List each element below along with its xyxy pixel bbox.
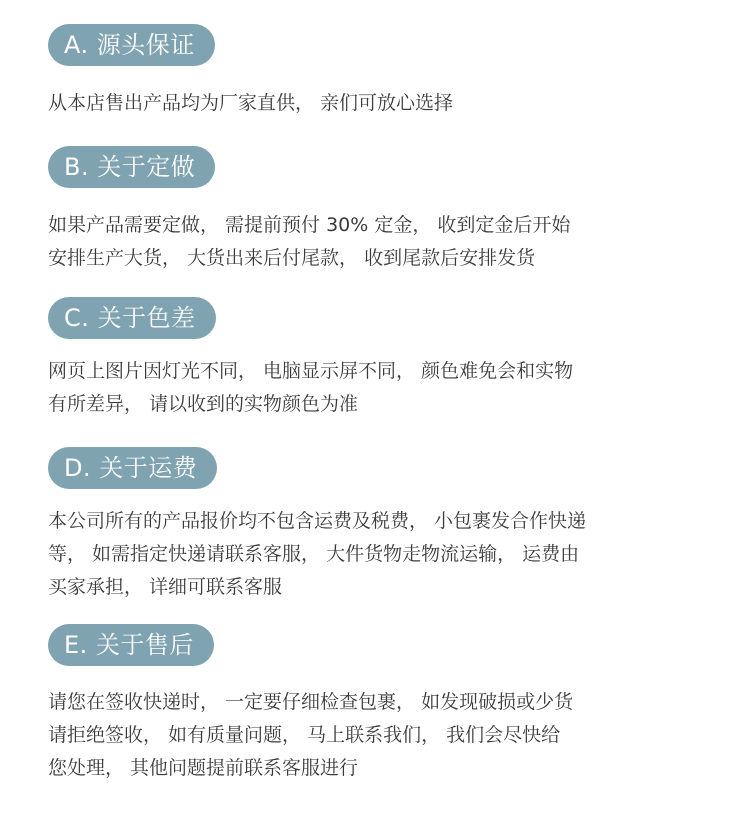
section-body-text: 本公司所有的产品报价均不包含运费及税费， 小包裹发合作快递 等， 如需指定快递请联系客服， 大件货物走物流运输， 运费由 买家承担， 详细可联系客服 — [48, 510, 587, 598]
section-title-badge: D. 关于运费 — [48, 447, 217, 489]
section-body-text: 网页上图片因灯光不同， 电脑显示屏不同， 颜色难免会和实物 有所差异， 请以收到的实物颜色为准 — [48, 360, 574, 415]
section-title-badge: E. 关于售后 — [48, 624, 214, 666]
section-body-text: 从本店售出产品均为厂家直供， 亲们可放心选择 — [48, 92, 454, 114]
section-title-badge: A. 源头保证 — [48, 24, 215, 66]
section-title-badge: C. 关于色差 — [48, 297, 216, 339]
section-body-text: 如果产品需要定做， 需提前预付 30% 定金， 收到定金后开始 安排生产大货， 大货出来后付尾款， 收到尾款后安排发货 — [48, 214, 571, 269]
section-title-badge: B. 关于定做 — [48, 146, 215, 188]
section-body-text: 请您在签收快递时， 一定要仔细检查包裹， 如发现破损或少货 请拒绝签收， 如有质量问题， 马上联系我们， 我们会尽快给 您处理， 其他问题提前联系客服进行 — [48, 691, 574, 779]
